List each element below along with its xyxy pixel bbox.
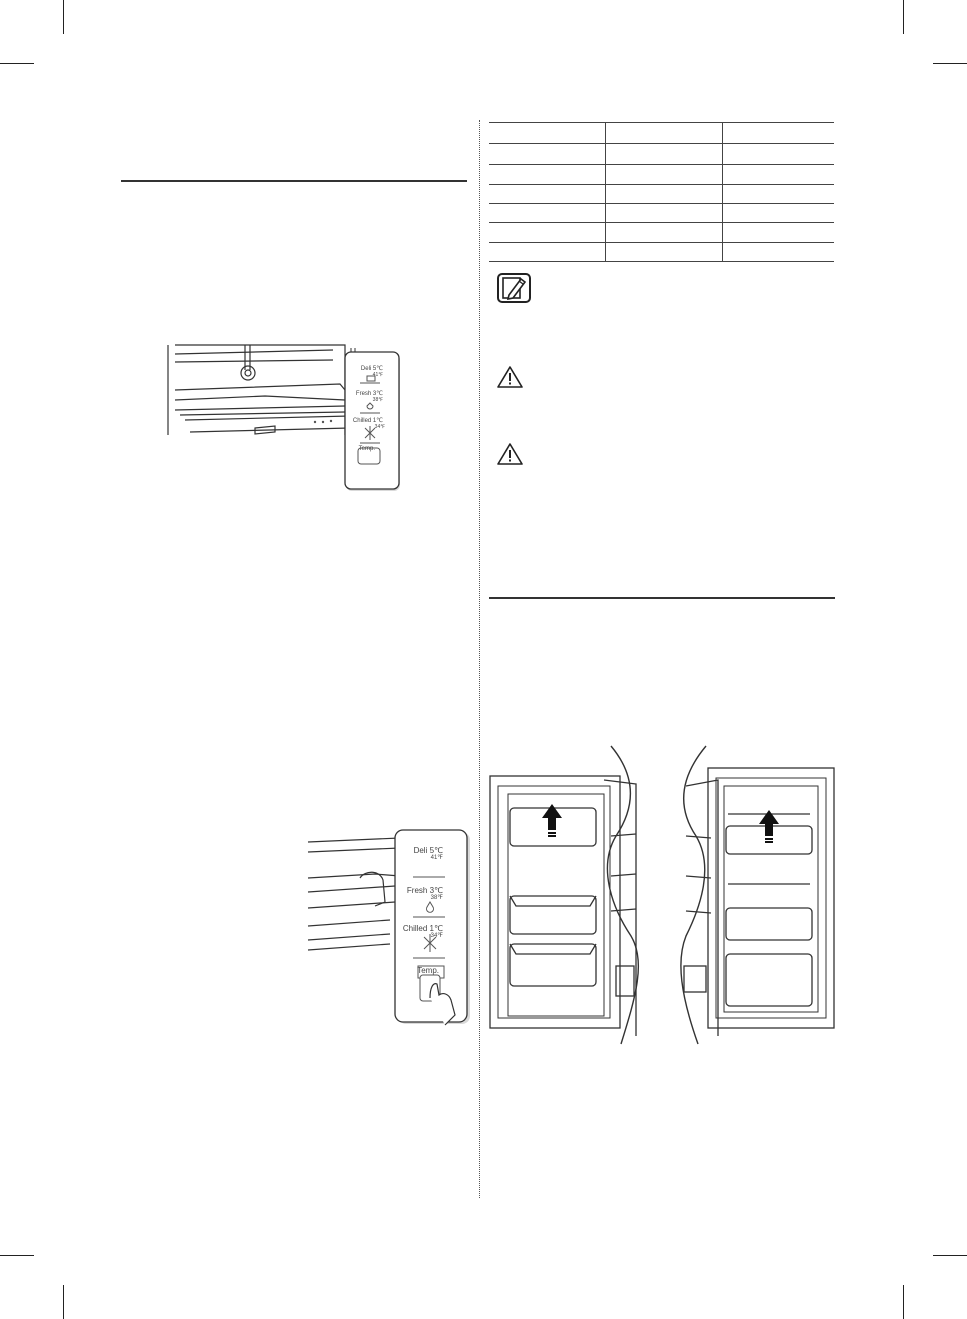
crop-mark	[933, 1255, 967, 1256]
crop-mark	[63, 1285, 64, 1319]
refrigerator-doors-illustration	[486, 746, 838, 1044]
warning-triangle-icon	[497, 366, 523, 388]
crop-mark	[903, 1285, 904, 1319]
crop-mark	[0, 1255, 34, 1256]
fresh-fahrenheit: 38℉	[372, 397, 383, 403]
crop-mark	[903, 0, 904, 34]
deli-fahrenheit: 41℉	[372, 372, 383, 378]
note-icon	[497, 273, 531, 303]
warning-triangle-icon	[497, 443, 523, 465]
fresh-fahrenheit: 38℉	[430, 895, 443, 901]
control-panel-small	[345, 356, 399, 493]
control-panel-large	[395, 830, 467, 1022]
section-rule	[121, 180, 467, 182]
crop-mark	[933, 63, 967, 64]
temp-label: Temp.	[417, 966, 439, 975]
chilled-label: Chilled 1℃	[352, 418, 383, 424]
crop-mark	[63, 0, 64, 34]
chilled-label: Chilled 1℃	[402, 924, 443, 933]
temp-label: Temp.	[358, 446, 375, 452]
chilled-fahrenheit: 34℉	[374, 424, 385, 430]
fresh-label: Fresh 3℃	[355, 391, 383, 397]
fresh-label: Fresh 3℃	[406, 886, 443, 895]
deli-fahrenheit: 41℉	[430, 855, 443, 861]
chilled-fahrenheit: 34℉	[430, 933, 443, 939]
deli-label: Deli 5℃	[413, 846, 443, 855]
column-separator	[479, 120, 480, 1198]
section-rule	[489, 597, 835, 599]
crop-mark	[0, 63, 34, 64]
deli-label: Deli 5℃	[360, 366, 383, 372]
